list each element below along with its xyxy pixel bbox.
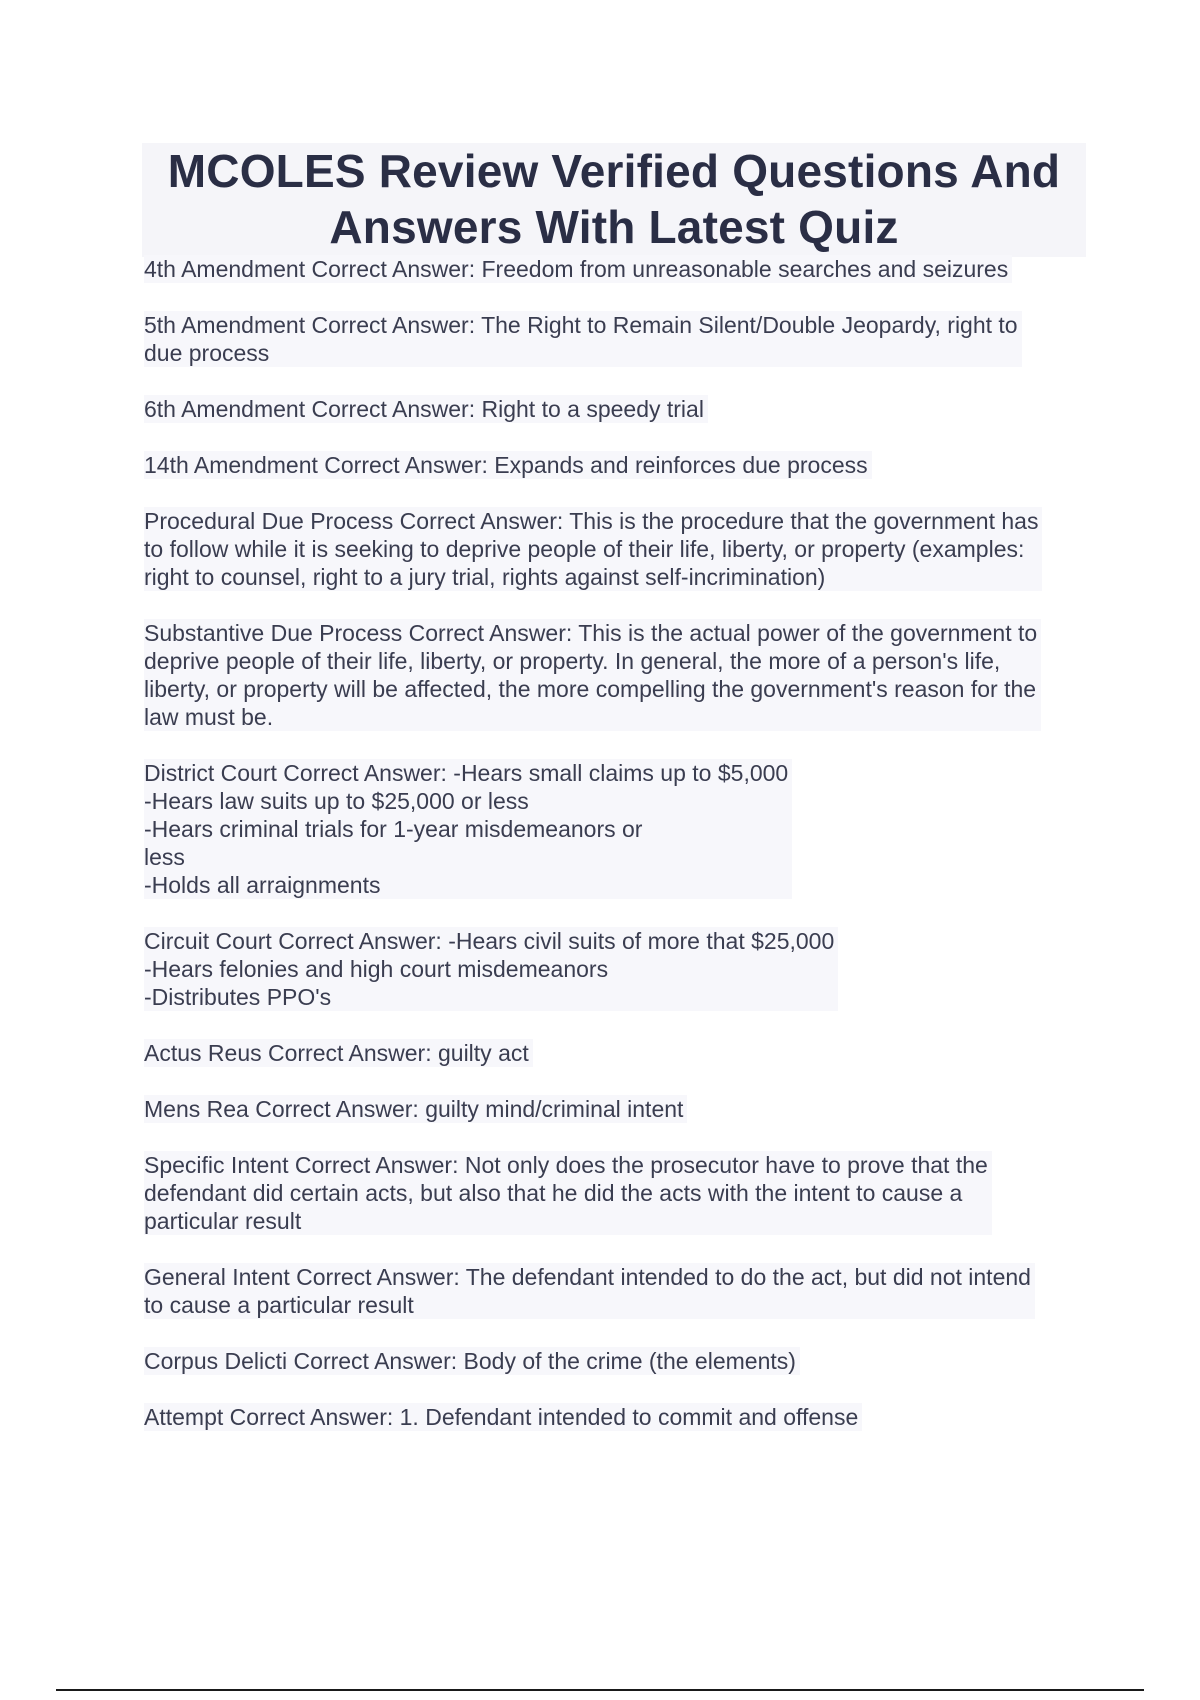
qa-entry-general-intent: General Intent Correct Answer: The defendant intended to do the act, but did not intend to cause a particular result [144, 1263, 1035, 1319]
qa-entry-4th-amendment: 4th Amendment Correct Answer: Freedom from unreasonable searches and seizures [144, 255, 1012, 283]
qa-entry-5th-amendment: 5th Amendment Correct Answer: The Right to Remain Silent/Double Jeopardy, right to due process [144, 311, 1022, 367]
qa-entry-corpus-delicti: Corpus Delicti Correct Answer: Body of the crime (the elements) [144, 1347, 800, 1375]
title-line-1: MCOLES Review Verified Questions And [167, 145, 1061, 197]
qa-entry-6th-amendment: 6th Amendment Correct Answer: Right to a speedy trial [144, 395, 708, 423]
qa-entry-14th-amendment: 14th Amendment Correct Answer: Expands and reinforces due process [144, 451, 872, 479]
footer-divider [56, 1689, 1144, 1691]
qa-entry-attempt: Attempt Correct Answer: 1. Defendant intended to commit and offense [144, 1403, 862, 1431]
qa-entry-specific-intent: Specific Intent Correct Answer: Not only does the prosecutor have to prove that the defendant did certain acts, but also that he did the acts with the intent to cause a particular result [144, 1151, 992, 1235]
qa-entry-district-court: District Court Correct Answer: -Hears small claims up to $5,000 -Hears law suits up to $25,000 or less -Hears criminal trials for 1-year misdemeanors or less -Holds all arraignments [144, 759, 792, 899]
qa-entry-substantive-due-process: Substantive Due Process Correct Answer: This is the actual power of the government to deprive people of their life, liberty, or property. In general, the more of a person's life, liberty, or property will be affected, the more compelling the government's reason for the law must be. [144, 619, 1041, 731]
document-title [142, 143, 1086, 257]
qa-list [144, 255, 1084, 1459]
title-line-2: Answers With Latest Quiz [329, 201, 899, 253]
qa-entry-mens-rea: Mens Rea Correct Answer: guilty mind/criminal intent [144, 1095, 687, 1123]
qa-entry-actus-reus: Actus Reus Correct Answer: guilty act [144, 1039, 533, 1067]
qa-entry-circuit-court: Circuit Court Correct Answer: -Hears civil suits of more that $25,000 -Hears felonies and high court misdemeanors -Distributes PPO's [144, 927, 838, 1011]
qa-entry-procedural-due-process: Procedural Due Process Correct Answer: This is the procedure that the government has to follow while it is seeking to deprive people of their life, liberty, or property (examples: right to counsel, right to a jury trial, rights against self-incrimination) [144, 507, 1042, 591]
